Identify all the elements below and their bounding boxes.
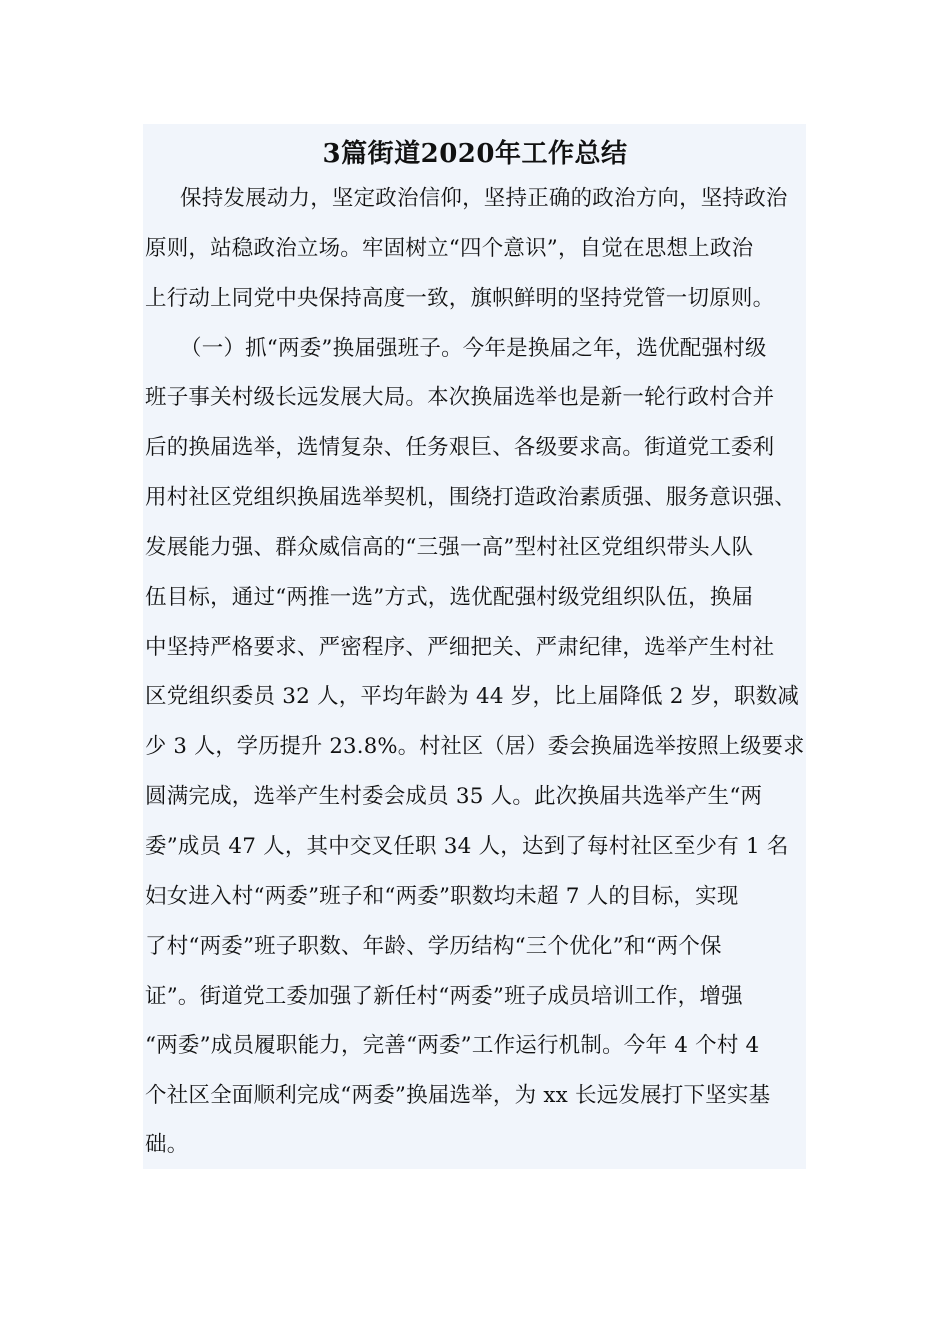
paragraph-line: （一）抓“两委”换届强班子。今年是换届之年，选优配强村级 [180, 336, 767, 361]
paragraph-line: 后的换届选举，选情复杂、任务艰巨、各级要求高。街道党工委利 [145, 435, 775, 460]
paragraph-line: 证”。街道党工委加强了新任村“两委”班子成员培训工作，增强 [145, 984, 743, 1009]
paragraph-line: “两委”成员履职能力，完善“两委”工作运行机制。今年 4 个村 4 [145, 1033, 760, 1058]
paragraph-line: 班子事关村级长远发展大局。本次换届选举也是新一轮行政村合并 [145, 385, 775, 410]
paragraph-line: 上行动上同党中央保持高度一致，旗帜鲜明的坚持党管一切原则。 [145, 286, 775, 311]
paragraph-line: 个社区全面顺利完成“两委”换届选举，为 xx 长远发展打下坚实基 [145, 1083, 771, 1108]
paragraph-line: 圆满完成，选举产生村委会成员 35 人。此次换届共选举产生“两 [145, 784, 763, 809]
paragraph-line: 伍目标，通过“两推一选”方式，选优配强村级党组织队伍，换届 [145, 585, 754, 610]
paragraph-line: 原则，站稳政治立场。牢固树立“四个意识”，自觉在思想上政治 [145, 236, 754, 261]
paragraph-line: 中坚持严格要求、严密程序、严细把关、严肃纪律，选举产生村社 [145, 635, 775, 660]
paragraph-line: 区党组织委员 32 人，平均年龄为 44 岁，比上届降低 2 岁，职数减 [145, 684, 800, 709]
paragraph-line: 保持发展动力，坚定政治信仰，坚持正确的政治方向，坚持政治 [180, 186, 788, 211]
paragraph-line: 用村社区党组织换届选举契机，围绕打造政治素质强、服务意识强、 [145, 485, 797, 510]
document-title: 3篇街道2020年工作总结 [322, 139, 628, 169]
paragraph-line: 妇女进入村“两委”班子和“两委”职数均未超 7 人的目标，实现 [145, 884, 739, 909]
paragraph-line: 少 3 人，学历提升 23.8%。村社区（居）委会换届选举按照上级要求 [145, 734, 805, 759]
paragraph-line: 委”成员 47 人，其中交叉任职 34 人，达到了每村社区至少有 1 名 [145, 834, 789, 859]
paragraph-line: 础。 [145, 1132, 189, 1157]
paragraph-line: 了村“两委”班子职数、年龄、学历结构“三个优化”和“两个保 [145, 934, 722, 959]
paragraph-line: 发展能力强、群众威信高的“三强一高”型村社区党组织带头人队 [145, 535, 754, 560]
